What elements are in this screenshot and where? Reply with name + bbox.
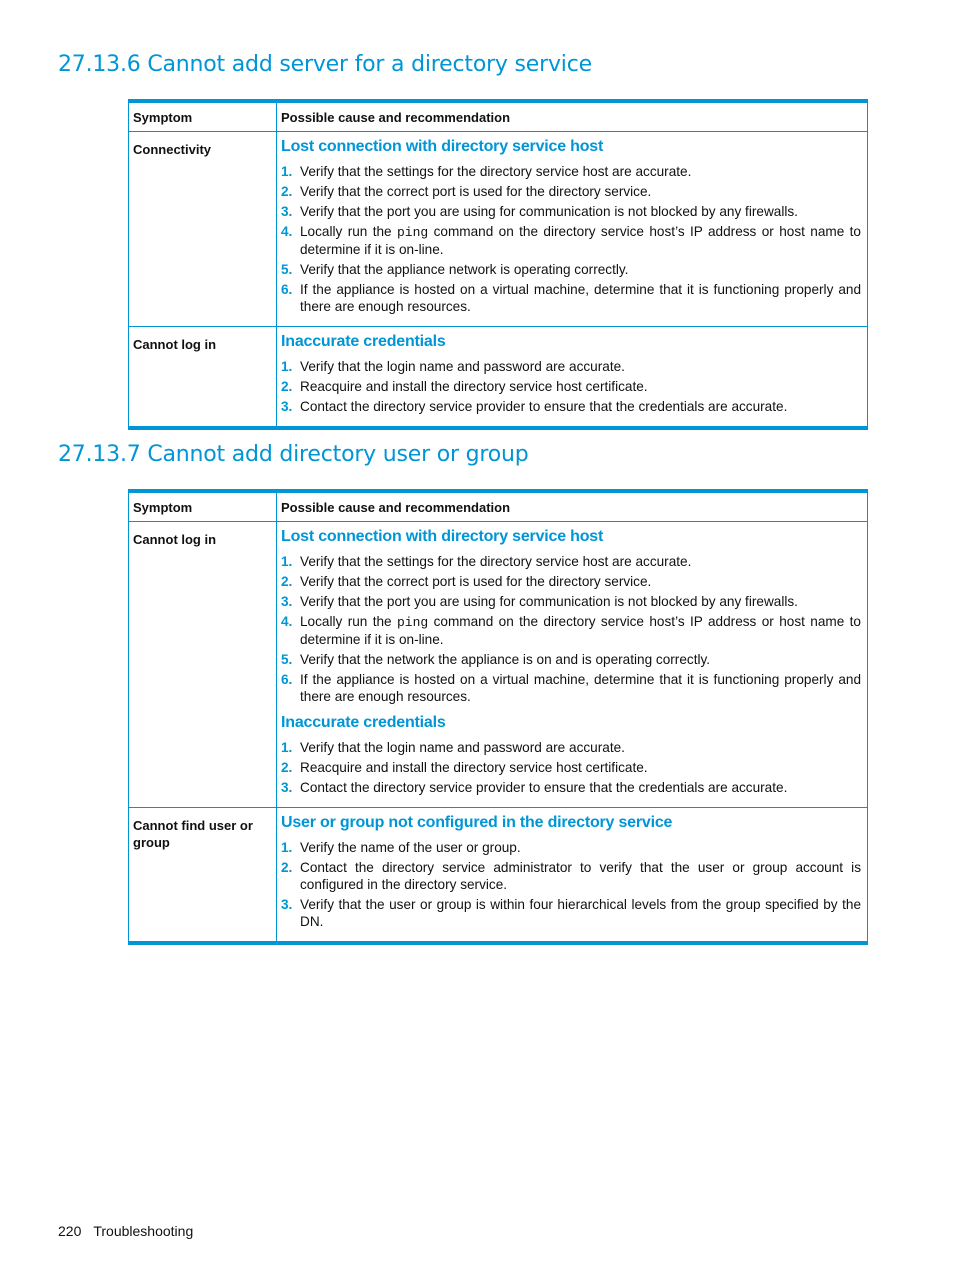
step-number: 5. — [281, 262, 293, 277]
command-code: ping — [397, 615, 429, 630]
step-number: 2. — [281, 379, 293, 394]
step-number: 3. — [281, 594, 293, 609]
step-number: 3. — [281, 780, 293, 795]
list-item — [281, 261, 861, 278]
step-text: command on the directory service host’s IP address or host name to determine if it is on-line. — [300, 614, 861, 647]
list-item — [281, 398, 861, 415]
cause-cell — [277, 327, 868, 429]
step-text: Reacquire and install the directory service host certificate. — [300, 760, 648, 775]
step-number: 4. — [281, 224, 293, 239]
command-code: ping — [397, 225, 429, 240]
troubleshooting-table-add-server — [128, 99, 868, 430]
cause-heading: User or group not configured in the directory service — [281, 814, 673, 831]
step-text: Verify that the port you are using for communication is not blocked by any firewalls. — [300, 204, 798, 219]
step-text: command on the directory service host’s IP address or host name to determine if it is on-line. — [300, 224, 861, 257]
list-item — [281, 163, 861, 180]
table-header-row — [129, 101, 868, 132]
step-text: Verify that the correct port is used for the directory service. — [300, 574, 652, 589]
symptom-column-header: Symptom — [129, 491, 277, 522]
list-item — [281, 378, 861, 395]
list-item — [281, 839, 861, 856]
symptom-cell: Cannot log in — [129, 327, 277, 429]
step-number: 1. — [281, 359, 293, 374]
step-text: Verify that the user or group is within four hierarchical levels from the group specified by the DN. — [300, 897, 861, 929]
list-item — [281, 651, 861, 668]
list-item — [281, 358, 861, 375]
list-item — [281, 759, 861, 776]
step-number: 6. — [281, 672, 293, 687]
recommendation-list — [281, 553, 861, 705]
step-number: 2. — [281, 184, 293, 199]
cause-heading: Inaccurate credentials — [281, 714, 446, 731]
recommendation-list — [281, 739, 861, 796]
symptom-column-header: Symptom — [129, 101, 277, 132]
step-text: Contact the directory service provider to ensure that the credentials are accurate. — [300, 780, 788, 795]
symptom-cell: Connectivity — [129, 132, 277, 327]
table-header-row — [129, 491, 868, 522]
step-number: 2. — [281, 760, 293, 775]
list-item — [281, 223, 861, 258]
cause-heading: Lost connection with directory service host — [281, 528, 604, 545]
recommendation-list — [281, 163, 861, 315]
symptom-cell: Cannot find user or group — [129, 808, 277, 944]
step-number: 1. — [281, 554, 293, 569]
table-row — [129, 522, 868, 808]
cause-cell — [277, 522, 868, 808]
troubleshooting-table-add-user-group — [128, 489, 868, 945]
step-text: Verify that the correct port is used for the directory service. — [300, 184, 652, 199]
cause-cell — [277, 132, 868, 327]
step-number: 3. — [281, 399, 293, 414]
table-row — [129, 327, 868, 429]
step-text: Verify that the login name and password are accurate. — [300, 359, 625, 374]
step-text: Verify that the network the appliance is on and is operating correctly. — [300, 652, 711, 667]
list-item — [281, 203, 861, 220]
step-number: 2. — [281, 574, 293, 589]
list-item — [281, 613, 861, 648]
step-text: Verify that the login name and password are accurate. — [300, 740, 625, 755]
step-number: 1. — [281, 164, 293, 179]
list-item — [281, 281, 861, 315]
step-text: If the appliance is hosted on a virtual machine, determine that it is functioning properly and there are enough resources. — [300, 282, 861, 314]
list-item — [281, 739, 861, 756]
table-row — [129, 132, 868, 327]
table-row — [129, 808, 868, 944]
step-text: Reacquire and install the directory service host certificate. — [300, 379, 648, 394]
list-item — [281, 593, 861, 610]
step-number: 2. — [281, 860, 293, 875]
page-footer — [58, 1223, 193, 1239]
step-number: 3. — [281, 897, 293, 912]
page-number: 220 — [58, 1223, 82, 1239]
section-title-cannot-add-user-or-group: 27.13.7 Cannot add directory user or group — [58, 442, 529, 467]
step-text: Verify that the port you are using for communication is not blocked by any firewalls. — [300, 594, 798, 609]
list-item — [281, 896, 861, 930]
step-number: 1. — [281, 840, 293, 855]
list-item — [281, 553, 861, 570]
step-number: 5. — [281, 652, 293, 667]
cause-heading: Inaccurate credentials — [281, 333, 446, 350]
list-item — [281, 859, 861, 893]
step-text: Verify that the settings for the directory service host are accurate. — [300, 554, 692, 569]
step-number: 6. — [281, 282, 293, 297]
list-item — [281, 779, 861, 796]
step-text: Locally run the — [300, 614, 397, 629]
step-text: Locally run the — [300, 224, 397, 239]
step-text: Contact the directory service provider to ensure that the credentials are accurate. — [300, 399, 788, 414]
step-text: Verify the name of the user or group. — [300, 840, 521, 855]
list-item — [281, 573, 861, 590]
cause-column-header: Possible cause and recommendation — [277, 101, 868, 132]
list-item — [281, 671, 861, 705]
recommendation-list — [281, 839, 861, 930]
section-title-cannot-add-server: 27.13.6 Cannot add server for a directory service — [58, 52, 592, 77]
step-number: 3. — [281, 204, 293, 219]
list-item — [281, 183, 861, 200]
cause-column-header: Possible cause and recommendation — [277, 491, 868, 522]
step-text: Verify that the appliance network is operating correctly. — [300, 262, 629, 277]
step-text: If the appliance is hosted on a virtual machine, determine that it is functioning properly and there are enough resources. — [300, 672, 861, 704]
cause-cell — [277, 808, 868, 944]
cause-heading: Lost connection with directory service host — [281, 138, 604, 155]
step-number: 4. — [281, 614, 293, 629]
recommendation-list — [281, 358, 861, 415]
step-text: Verify that the settings for the directory service host are accurate. — [300, 164, 692, 179]
symptom-cell: Cannot log in — [129, 522, 277, 808]
step-number: 1. — [281, 740, 293, 755]
chapter-name: Troubleshooting — [93, 1223, 194, 1239]
step-text: Contact the directory service administrator to verify that the user or group account is configured in the directory service. — [300, 860, 861, 892]
